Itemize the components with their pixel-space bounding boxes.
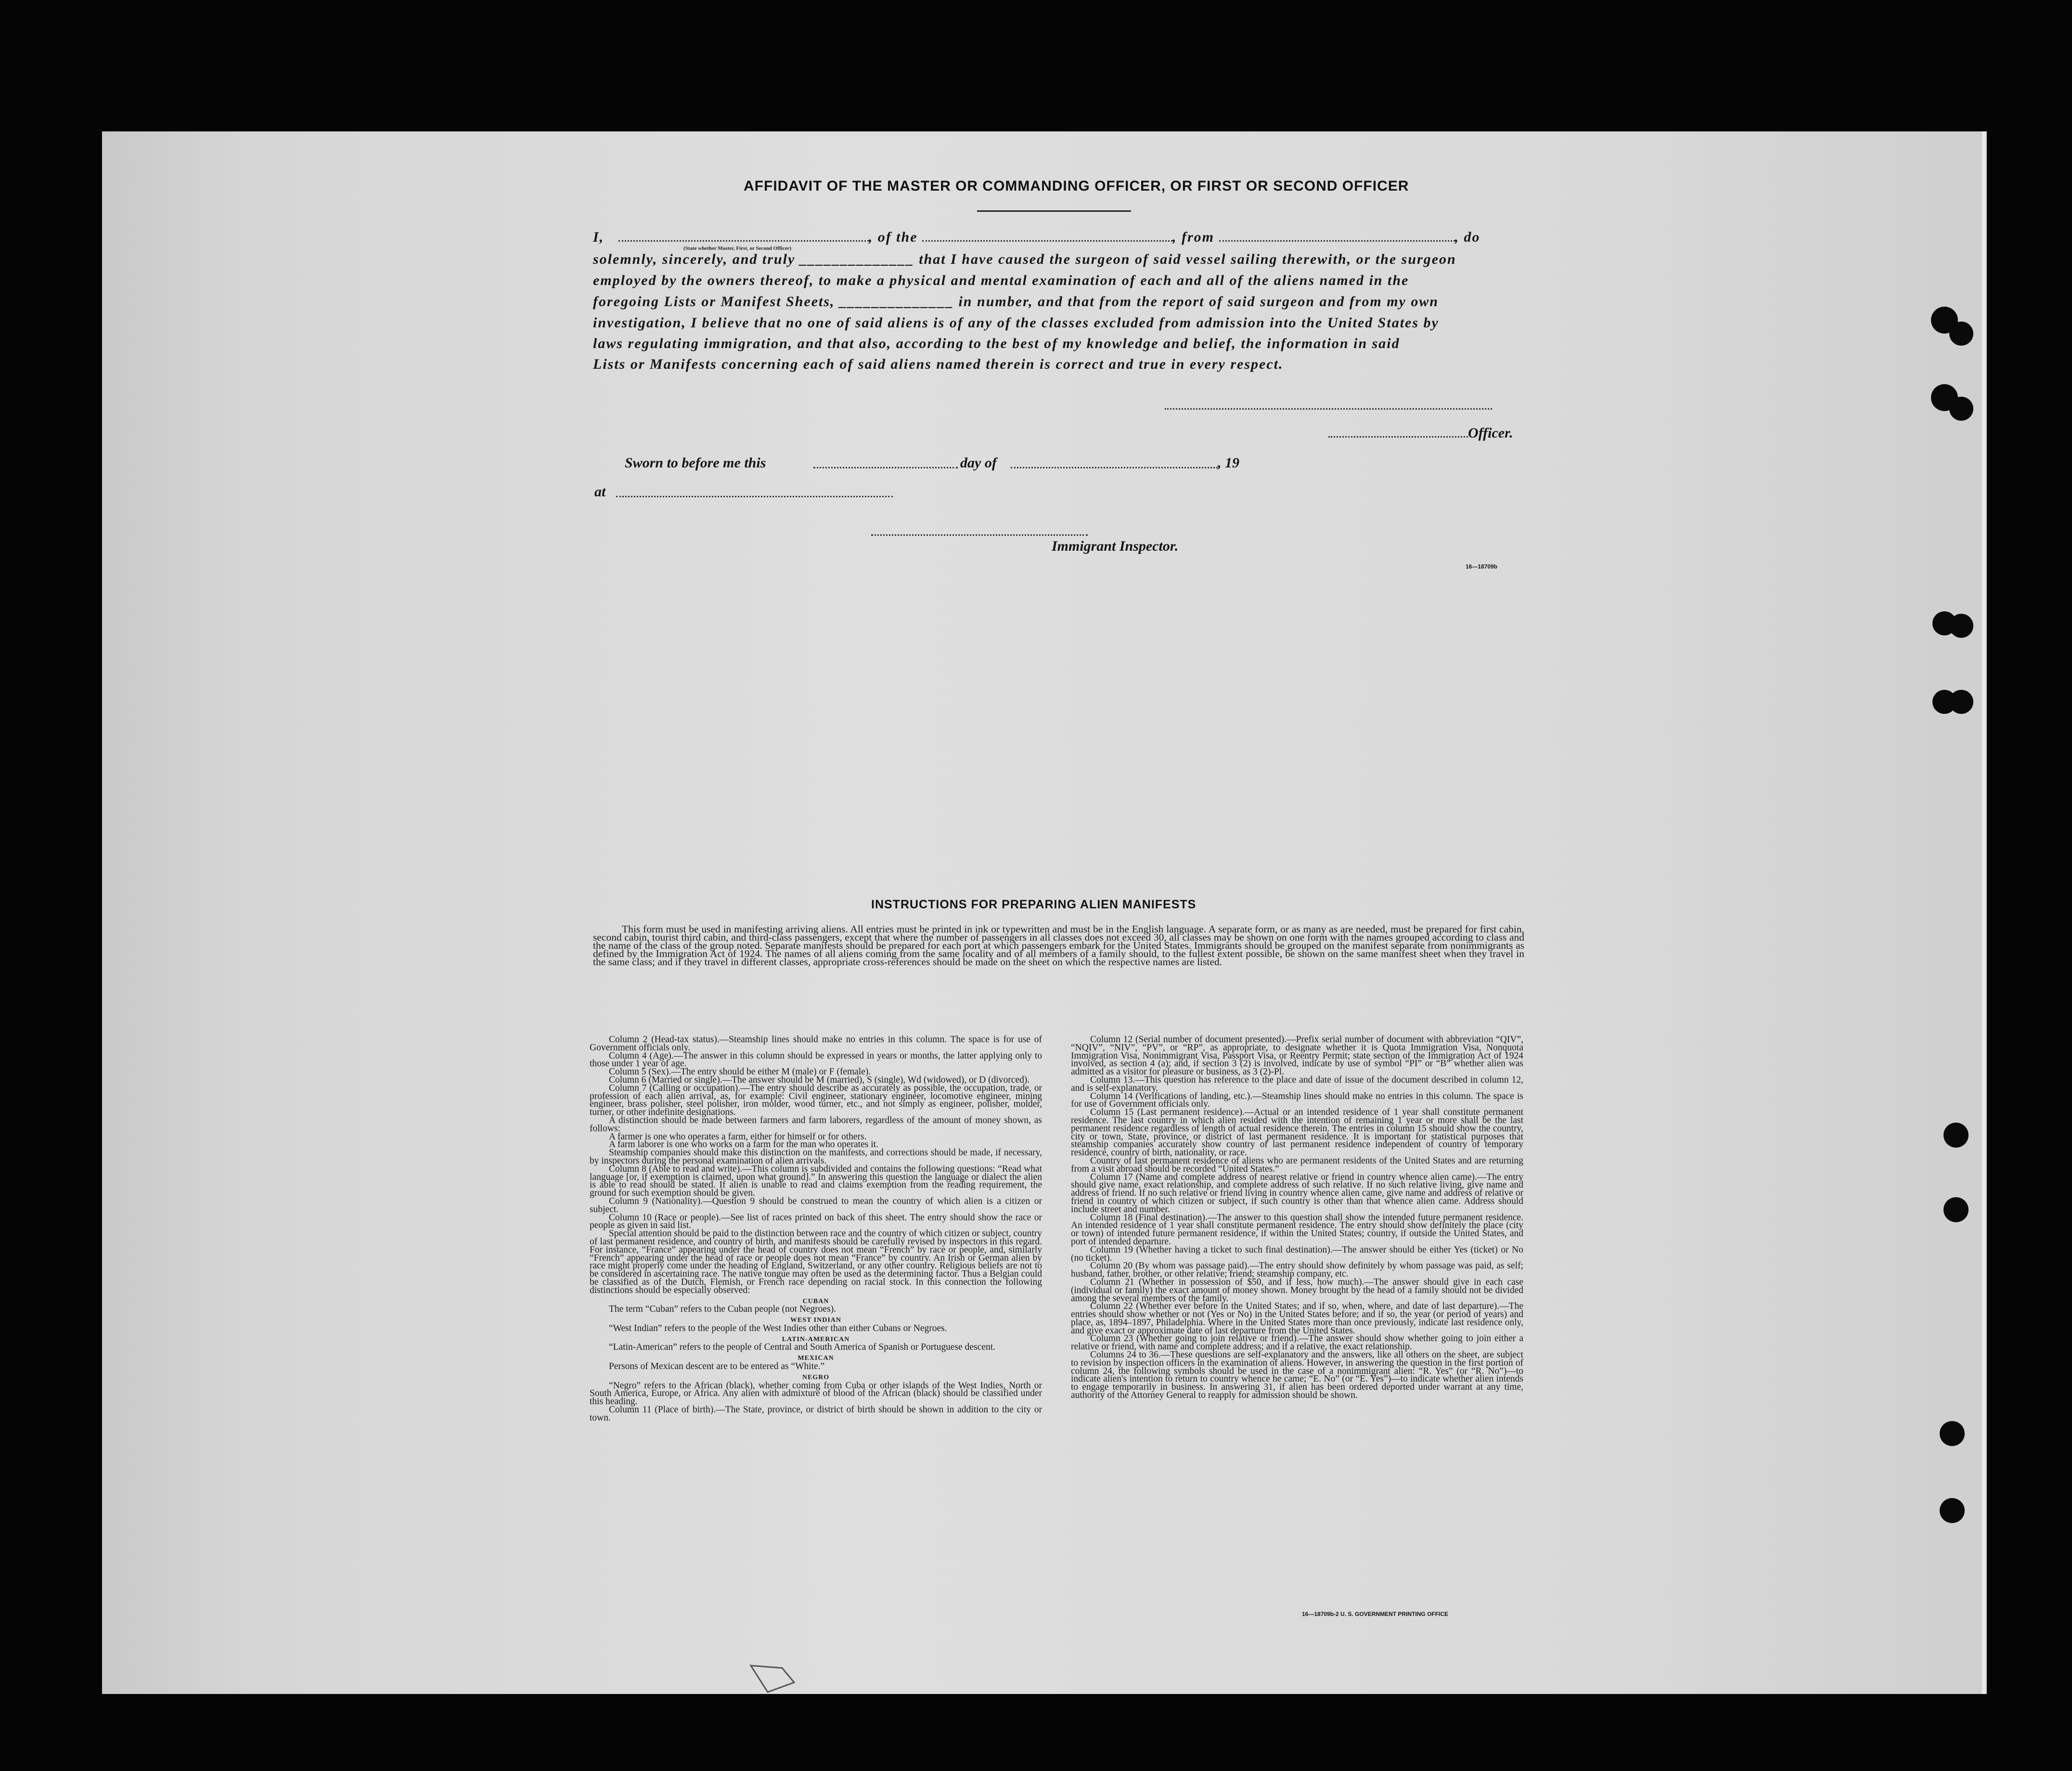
- col-left-para: Column 6 (Married or single).—The answer should be M (married), S (single), Wd (widowed), or D (divorced).: [609, 1074, 1030, 1085]
- col-right-para: Columns 24 to 36.—These questions are self-explanatory and the answers, like all others on the sheet, are subject to revision by inspection officers in the examination of aliens. However, in answering the question in the first portion of column 24, the following symbols should be used in the case of a nonimmigrant alien: “R. Yes” (or “R. No”)—to indicate alien's intention to return to country whence he came; “E. No” (or “E. Yes”)—to indicate whether alien intends to engage temporarily in business. In answering 31, if alien has been ordered deported under warrant at any time, authority of the Attorney General to reapply for admission should be shown.: [1071, 1350, 1523, 1401]
- affidavit-title: AFFIDAVIT OF THE MASTER OR COMMANDING OFFICER, OR FIRST OR SECOND OFFICER: [744, 178, 1409, 194]
- col-left-para: A farmer is one who operates a farm, either for himself or for others.: [609, 1131, 867, 1142]
- officer-name-field[interactable]: [618, 240, 869, 242]
- vessel-field[interactable]: [922, 240, 1172, 242]
- paper-tear-mark: [748, 1663, 801, 1697]
- latin-american-text: “Latin-American” refers to the people of Central and South America of Spanish or Portuguese descent.: [609, 1342, 996, 1353]
- col-left-para: Special attention should be paid to the distinction between race and the country of which citizen or subject, country of last permanent residence, and country of birth, and manifests should be carefully revised by inspectors in this regard. For instance, “France” appearing under the head of country does not mean “French” by race or people, and, similarly “French” appearing under the head of race or people does not mean “France” by country. An Irish or German alien by race might properly come under the heading of England, Switzerland, or any other country. Religious beliefs are not to be considered in ascertaining race. The native tongue may often be used as the determining factor. Thus a Belgian could be classified as of the Dutch, Flemish, or French race depending on racial stock. In this connection the following distinctions should be especially observed:: [590, 1228, 1042, 1295]
- col-right-para: Column 23 (Whether going to join relative or friend).—The answer should show whether going to join either a relative or friend, with name and complete address; and if a relative, the exact relationship.: [1071, 1333, 1523, 1352]
- from-label: , from: [1172, 229, 1215, 245]
- sworn-label: Sworn to before me this: [625, 455, 766, 471]
- affidavit-line-4: foregoing Lists or Manifest Sheets, ______________ in number, and that from the report of said surgeon and from my own: [593, 294, 1439, 310]
- col-left-para: Column 8 (Able to read and write).—This column is subdivided and contains the following questions: “Read what language [or, if exemption is claimed, upon what ground].” In answering this question the language or dialect the alien is able to read should be stated. If alien is unable to read and claims exemption from the reading requirement, the ground for such exemption should be given.: [590, 1163, 1042, 1199]
- punch-hole: [1943, 1197, 1969, 1222]
- sworn-day-field[interactable]: [813, 467, 958, 468]
- col-right-para: Column 17 (Name and complete address of nearest relative or friend in country whence alien came).—The entry should give name, exact relationship, and complete address of such relative. If no such relative living, give name and address of friend. If no such relative or friend living in country whence alien came, give name and address of relative or friend in country of which citizen or subject, if such country is other than that whence alien came. Address should include street and number.: [1071, 1172, 1523, 1215]
- col-left-para: Column 7 (Calling or occupation).—The entry should describe as accurately as possible, the occupation, trade, or profession of each alien arrival, as, for example: Civil engineer, stationary engineer, locomotive engineer, mining engineer, brass polisher, steel polisher, iron molder, wood turner, etc., and not simply as engineer, polisher, molder, turner, or other indefinite designations.: [590, 1083, 1042, 1118]
- punch-hole: [1949, 690, 1973, 714]
- col-right-para: Column 18 (Final destination).—The answer to this question shall show the intended future permanent residence. An intended residence of 1 year shall constitute permanent residence. The entry should show definitely the place (city or town) of intended future permanent residence, if within the United States; country, if outside the United States, and port of intended departure.: [1071, 1212, 1523, 1247]
- day-of-label: day of: [960, 455, 997, 471]
- col-right-para: Country of last permanent residence of aliens who are permanent residents of the United States and are returning from a visit abroad should be recorded “United States.”: [1071, 1155, 1523, 1174]
- mexican-heading: MEXICAN: [798, 1355, 834, 1362]
- mexican-text: Persons of Mexican descent are to be entered as “White.”: [609, 1361, 825, 1372]
- paper-edge: [1982, 131, 1986, 1694]
- officer-title-line[interactable]: [1328, 436, 1468, 438]
- year-label: , 19: [1218, 455, 1239, 471]
- affidavit-line-3: employed by the owners thereof, to make a physical and mental examination of each and all of the aliens named in the: [593, 272, 1409, 288]
- instructions-left-column: [590, 1036, 1042, 1422]
- affidavit-line-7: Lists or Manifests concerning each of said aliens named therein is correct and true in every respect.: [593, 356, 1284, 372]
- col-left-para: Steamship companies should make this distinction on the manifests, and corrections should be made, if necessary, by inspectors during the personal examination of alien arrivals.: [590, 1148, 1042, 1166]
- i-label: I,: [593, 229, 605, 245]
- punch-hole: [1940, 1498, 1965, 1523]
- punch-hole: [1949, 614, 1973, 638]
- from-port-field[interactable]: [1219, 240, 1455, 242]
- col-left-para: Column 2 (Head-tax status).—Steamship lines should make no entries in this column. The space is for use of Government officials only.: [590, 1034, 1042, 1053]
- punch-hole: [1949, 322, 1973, 346]
- officer-label: Officer.: [1468, 425, 1513, 441]
- instructions-right-column: [1071, 1036, 1523, 1400]
- col-left-para: Column 9 (Nationality).—Question 9 should be construed to mean the country of which alien is a citizen or subject.: [590, 1196, 1042, 1215]
- col-right-para: Column 13.—This question has reference to the place and date of issue of the document described in column 12, and is self-explanatory.: [1071, 1074, 1523, 1093]
- punch-hole: [1940, 1421, 1965, 1446]
- signature-line[interactable]: [1165, 408, 1492, 410]
- col-left-para: Column 4 (Age).—The answer in this column should be expressed in years or months, the latter applying only to those under 1 year of age.: [590, 1050, 1042, 1069]
- col-right-para: Column 21 (Whether in possession of $50, and if less, how much).—The answer should give in each case (individual or family) the exact amount of money shown. Money brought by the head of a family should not be divided among the several members of the family.: [1071, 1277, 1523, 1304]
- instructions-title: INSTRUCTIONS FOR PREPARING ALIEN MANIFESTS: [871, 898, 1197, 911]
- inspector-signature-line[interactable]: [871, 534, 1088, 536]
- do-label: , do: [1454, 229, 1480, 245]
- cuban-heading: CUBAN: [802, 1297, 829, 1305]
- inspector-label: Immigrant Inspector.: [1052, 538, 1179, 554]
- form-code: 16—18709b: [1466, 563, 1498, 570]
- col-left-para: A farm laborer is one who works on a farm for the man who operates it.: [609, 1139, 878, 1150]
- col-right-para: Column 19 (Whether having a ticket to such final destination).—The answer should be either Yes (ticket) or No (no ticket).: [1071, 1244, 1523, 1263]
- west-indian-text: “West Indian” refers to the people of the West Indies other than either Cubans or Negroes.: [609, 1323, 947, 1333]
- affidavit-line-5: investigation, I believe that no one of said aliens is of any of the classes excluded from admission into the United States by: [593, 315, 1439, 331]
- col-left-para: A distinction should be made between farmers and farm laborers, regardless of the amount of money shown, as follows:: [590, 1115, 1042, 1134]
- col-right-para: Column 15 (Last permanent residence).—Actual or an intended residence of 1 year shall constitute permanent residence. The last country in which alien resided with the intention of remaining 1 year or more shall be the last permanent residence regardless of length of actual residence therein. The entries in column 15 should show the country, city or town, State, province, or district of last permanent residence. It is important for statistical purposes that steamship companies accurately show country of last permanent residence independent of country of temporary residence, country of birth, nationality, or race.: [1071, 1107, 1523, 1158]
- title-underline: [977, 210, 1131, 212]
- cuban-text: The term “Cuban” refers to the Cuban people (not Negroes).: [609, 1304, 837, 1315]
- negro-heading: NEGRO: [802, 1373, 830, 1381]
- punch-hole: [1949, 397, 1973, 421]
- at-place-field[interactable]: [616, 496, 893, 497]
- at-label: at: [594, 484, 606, 500]
- of-the-label: , of the: [868, 229, 918, 245]
- latin-american-heading: LATIN-AMERICAN: [782, 1335, 850, 1343]
- col-left-para: Column 10 (Race or people).—See list of races printed on back of this sheet. The entry should show the race or people as given in said list.: [590, 1212, 1042, 1231]
- printing-office-code: 16—18709b-2 U. S. GOVERNMENT PRINTING OFFICE: [1302, 1611, 1449, 1617]
- instructions-intro: This form must be used in manifesting arriving aliens. All entries must be printed in ink or typewritten and must be in the English language. A separate form, or as many as are needed, must be prepared for first cabin, second cabin, tourist third cabin, and third-class passengers, except that where the number of passengers in all classes does not exceed 30, all classes may be shown on one form with the names grouped according to class and the name of the class of the group noted. Separate manifests should be prepared for each port at which passengers embark for the United States. Immigrants should be grouped on the manifest separate from nonimmigrants as defined by the Immigration Act of 1924. The names of all aliens coming from the same locality and of all members of a family should, to the fullest extent possible, be shown on the same manifest sheet when they travel in the same class; and if they travel in different classes, appropriate cross-references should be made on the sheet on which the respective names are listed.: [593, 923, 1524, 968]
- negro-text: “Negro” refers to the African (black), whether coming from Cuba or other islands of the West Indies, North or South America, Europe, or Africa. Any alien with admixture of blood of the African (black) should be classified under this heading.: [590, 1380, 1042, 1407]
- col-right-para: Column 22 (Whether ever before in the United States; and if so, when, where, and date of last departure).—The entries should show whether or not (Yes or No) in the United States before; and if so, the year (or period of years) and place, as, 1894–1897, Philadelphia. Where in the United States more than once previously, indicate last residence only, and give exact or approximate date of last departure from the United States.: [1071, 1301, 1523, 1336]
- sworn-month-field[interactable]: [1011, 467, 1218, 468]
- col11-text: Column 11 (Place of birth).—The State, province, or district of birth should be shown in addition to the city or town.: [590, 1405, 1042, 1423]
- col-right-para: Column 12 (Serial number of document presented).—Prefix serial number of document with abbreviation “QIV”, “NQIV”, “NIV”, “PV”, or “RP”, as appropriate, to designate whether it is Quota Immigration Visa, Nonquota Immigration Visa, Nonimmigrant Visa, Passport Visa, or Reentry Permit; state section of the Immigration Act of 1924 involved, as section 4 (a); and, if section 3 (2) is involved, indicate by use of symbol “PI” or “B” whether alien was admitted as a visitor for pleasure or business, as 3 (2)-Pl.: [1071, 1034, 1523, 1077]
- col-right-para: Column 14 (Verifications of landing, etc.).—Steamship lines should make no entries in this column. The space is for use of Government officials only.: [1071, 1091, 1523, 1110]
- affidavit-line-1: [593, 229, 1556, 246]
- col-left-para: Column 5 (Sex).—The entry should be either M (male) or F (female).: [609, 1067, 871, 1077]
- punch-hole: [1943, 1123, 1969, 1148]
- west-indian-heading: WEST INDIAN: [790, 1317, 842, 1324]
- affidavit-line-2: solemnly, sincerely, and truly ______________ that I have caused the surgeon of said vessel sailing therewith, or the surgeon: [593, 251, 1456, 267]
- affidavit-line-6: laws regulating immigration, and that also, according to the best of my knowledge and belief, the information in said: [593, 336, 1400, 351]
- state-note: (State whether Master, First, or Second Officer): [683, 246, 792, 251]
- col-right-para: Column 20 (By whom was passage paid).—The entry should show definitely by whom passage was paid, as self; husband, father, brother, or other relative; friend; steamship company, etc.: [1071, 1261, 1523, 1280]
